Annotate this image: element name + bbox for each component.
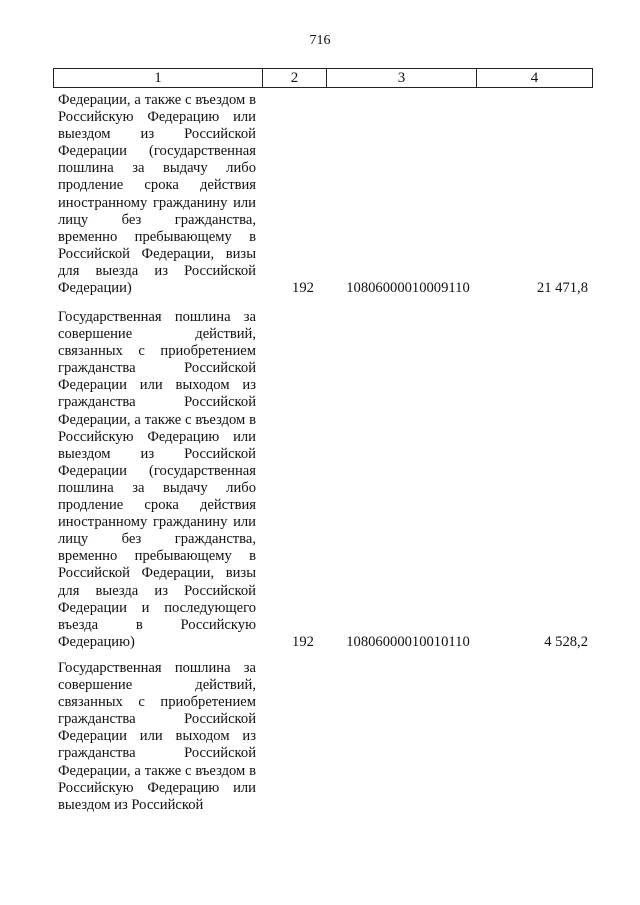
description-line: Федерации или выходом из: [58, 377, 256, 394]
description-line: Российской Федерации, визы: [58, 245, 256, 262]
description-line: гражданства Российской: [58, 745, 256, 762]
description-line: пошлина за выдачу либо: [58, 160, 256, 177]
description-line: для выезда из Российской: [58, 262, 256, 279]
description-line: Российской Федерации, визы: [58, 565, 256, 582]
description-line: связанных с приобретением: [58, 343, 256, 360]
description-line: связанных с приобретением: [58, 694, 256, 711]
description-line: гражданства Российской: [58, 394, 256, 411]
row-amount: 4 528,2: [544, 633, 588, 650]
description-line: иностранному гражданину или: [58, 194, 256, 211]
description-line: Государственная пошлина за: [58, 309, 256, 325]
row-description: [58, 309, 256, 651]
header-col-1: 1: [54, 69, 263, 87]
row-description: [58, 92, 256, 297]
table-row: [58, 309, 593, 651]
description-line: временно пребывающему в: [58, 228, 256, 245]
description-line: иностранному гражданину или: [58, 514, 256, 531]
table-row: [58, 660, 593, 814]
table-row: [58, 92, 593, 297]
description-line: Федерации или выходом из: [58, 728, 256, 745]
description-line: выездом из Российской: [58, 126, 256, 143]
row-amount: 21 471,8: [536, 280, 588, 297]
description-line: Федерации): [58, 280, 132, 297]
description-line: въезда в Российскую: [58, 616, 256, 633]
row-admin-code: 192: [292, 633, 314, 650]
row-budget-code: 10806000010010110: [346, 633, 470, 650]
description-line: пошлина за выдачу либо: [58, 479, 256, 496]
description-line: лицу без гражданства,: [58, 211, 256, 228]
description-line: совершение действий,: [58, 326, 256, 343]
description-line: Российскую Федерацию или: [58, 779, 256, 796]
description-line: Федерации и последующего: [58, 599, 256, 616]
description-line: Федерации, а также с въездом в: [58, 411, 256, 428]
description-line: для выезда из Российской: [58, 582, 256, 599]
description-line: продление срока действия: [58, 177, 256, 194]
page-number: 716: [309, 33, 331, 48]
description-line: Государственная пошлина за: [58, 660, 256, 676]
description-line: совершение действий,: [58, 677, 256, 694]
header-col-2: 2: [263, 69, 327, 87]
description-line: гражданства Российской: [58, 711, 256, 728]
description-line: лицу без гражданства,: [58, 531, 256, 548]
description-line: Федерации, а также с въездом в: [58, 762, 256, 779]
row-admin-code: 192: [292, 280, 314, 297]
table-header: [53, 68, 593, 88]
description-line: временно пребывающему в: [58, 548, 256, 565]
description-line: Федерации (государственная: [58, 462, 256, 479]
description-line: Российскую Федерацию или: [58, 109, 256, 126]
description-line: Федерации, а также с въездом в: [58, 92, 256, 108]
row-description: [58, 660, 256, 814]
header-col-3: 3: [327, 69, 477, 87]
description-line: Российскую Федерацию или: [58, 428, 256, 445]
description-line: выездом из Российской: [58, 796, 204, 813]
description-line: выездом из Российской: [58, 445, 256, 462]
description-line: продление срока действия: [58, 497, 256, 514]
header-col-4: 4: [530, 70, 539, 86]
description-line: гражданства Российской: [58, 360, 256, 377]
description-line: Федерации (государственная: [58, 143, 256, 160]
row-budget-code: 10806000010009110: [346, 280, 470, 297]
description-line: Федерацию): [58, 633, 135, 650]
